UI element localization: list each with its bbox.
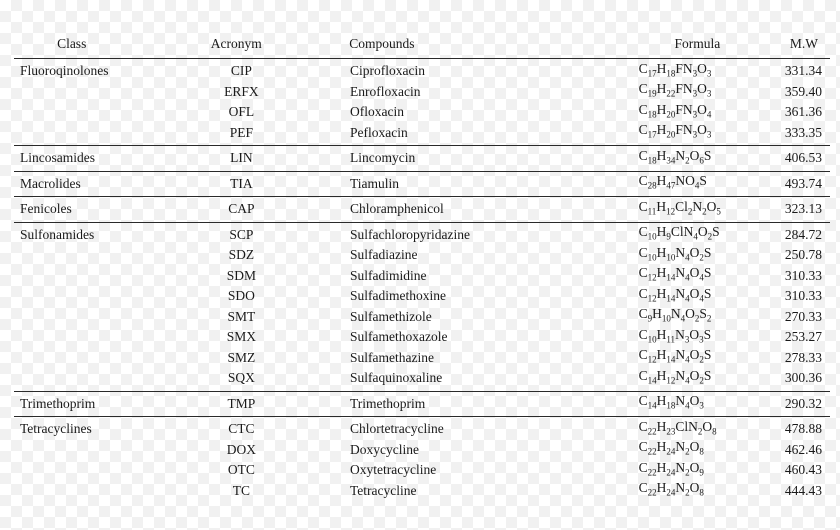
acronym-cell: SCP (229, 226, 254, 242)
mw-cell: 323.13 (784, 201, 822, 216)
mw-cell: 253.27 (784, 329, 822, 344)
compound-cell: Sulfamethazine (350, 349, 434, 365)
mw-cell: 333.35 (784, 124, 822, 140)
acronym-cell: CAP (228, 201, 255, 216)
formula-cell: $C_{12}H_{14}N_4O_4S$ (638, 265, 712, 283)
mw-cell: 270.33 (784, 308, 822, 324)
compound-cell: Enrofloxacin (350, 83, 421, 99)
mw-cell: 300.36 (784, 370, 822, 385)
formula-cell: $C_{19}H_{22}FN_3O_3$ (638, 81, 712, 99)
class-cell: Trimethoprim (20, 395, 96, 411)
formula-cell: $C_{10}H_9ClN_4O_2S$ (638, 224, 720, 242)
mw-cell: 478.88 (784, 421, 822, 436)
formula-cell: $C_{17}H_{18}FN_3O_3$ (638, 60, 712, 79)
mw-cell: 406.53 (784, 150, 822, 165)
table-row (14, 123, 830, 144)
class-cell: Macrolides (20, 175, 81, 191)
table-row (14, 174, 830, 195)
class-cell: Sulfonamides (20, 226, 95, 242)
formula-cell: $C_{18}H_{34}N_2O_6S$ (638, 147, 712, 166)
acronym-cell: SDM (226, 267, 256, 283)
header-compounds: Compounds (349, 36, 415, 51)
formula-cell: $C_{12}H_{14}N_4O_2S$ (638, 347, 712, 365)
formula-cell: $C_{14}H_{12}N_4O_2S$ (638, 367, 712, 386)
class-group (14, 59, 830, 145)
header-class: Class (57, 36, 87, 51)
table-body (14, 59, 830, 503)
acronym-cell: TIA (230, 175, 253, 191)
compound-cell: Ofloxacin (350, 104, 404, 119)
header-acronym: Acronym (210, 36, 262, 51)
formula-cell: $C_{10}H_{11}N_3O_3S$ (638, 326, 712, 345)
acronym-cell: PEF (229, 124, 253, 140)
compound-cell: Doxycycline (350, 441, 419, 457)
table-row (14, 394, 830, 415)
compound-cell: Oxytetracycline (350, 462, 437, 477)
acronym-cell: DOX (226, 441, 256, 457)
formula-cell: $C_{22}H_{24}N_2O_8$ (638, 439, 704, 457)
acronym-cell: OFL (228, 104, 255, 119)
formula-cell: $C_{18}H_{20}FN_3O_4$ (638, 101, 712, 120)
formula-cell: $C_{12}H_{14}N_4O_4S$ (638, 285, 712, 304)
formula-cell: $C_{10}H_{10}N_4O_2S$ (638, 244, 712, 263)
table-row (14, 199, 830, 220)
mw-cell: 444.43 (784, 482, 822, 498)
mw-cell: 250.78 (784, 247, 822, 262)
acronym-cell: SMT (227, 308, 256, 324)
mw-cell: 331.34 (784, 63, 822, 78)
mw-cell: 278.33 (784, 349, 822, 365)
compound-cell: Sulfamethoxazole (350, 329, 448, 344)
formula-cell: $C_9H_{10}N_4O_2S_2$ (638, 306, 712, 324)
compound-cell: Pefloxacin (350, 124, 408, 140)
compound-cell: Sulfaquinoxaline (350, 370, 443, 385)
class-group (14, 417, 830, 503)
table-row (14, 368, 830, 389)
mw-cell: 462.46 (784, 441, 822, 457)
class-cell: Fluoroqinolones (20, 63, 109, 78)
compound-cell: Chloramphenicol (350, 201, 444, 216)
mw-cell: 310.33 (784, 288, 822, 303)
formula-cell: $C_{11}H_{12}Cl_2N_2O_5$ (638, 198, 721, 217)
compound-cell: Lincomycin (350, 150, 416, 165)
formula-cell: $C_{17}H_{20}FN_3O_3$ (638, 122, 712, 140)
class-cell: Tetracyclines (20, 421, 92, 436)
formula-cell: $C_{22}H_{23}ClN_2O_8$ (638, 418, 717, 437)
acronym-cell: SDZ (228, 247, 255, 262)
mw-cell: 310.33 (784, 267, 822, 283)
mw-cell: 361.36 (784, 104, 822, 119)
compound-cell: Sulfadimidine (350, 267, 427, 283)
acronym-cell: CTC (228, 421, 255, 436)
compound-cell: Tetracycline (350, 482, 417, 498)
compound-cell: Chlortetracycline (350, 421, 444, 436)
mw-cell: 460.43 (784, 462, 822, 477)
acronym-cell: SDO (227, 288, 255, 303)
compound-cell: Sulfamethizole (350, 308, 432, 324)
compound-cell: Trimethoprim (350, 395, 426, 411)
mw-cell: 284.72 (784, 226, 822, 242)
acronym-cell: TC (232, 482, 250, 498)
acronym-cell: SMX (226, 329, 256, 344)
class-group (14, 223, 830, 391)
class-group (14, 172, 830, 197)
compound-cell: Tiamulin (350, 175, 400, 191)
class-group (14, 197, 830, 222)
formula-cell: $C_{28}H_{47}NO_4S$ (638, 173, 707, 191)
compound-cell: Ciprofloxacin (350, 63, 425, 78)
compound-cell: Sulfachloropyridazine (350, 226, 470, 242)
table-header (14, 30, 830, 58)
formula-cell: $C_{22}H_{24}N_2O_9$ (638, 459, 704, 478)
mw-cell: 493.74 (784, 175, 822, 191)
acronym-cell: SQX (227, 370, 255, 385)
header-formula: Formula (674, 36, 721, 51)
compound-table (14, 30, 830, 503)
table-row (14, 148, 830, 169)
class-cell: Lincosamides (20, 150, 95, 165)
table-row (14, 481, 830, 502)
acronym-cell: TMP (227, 395, 256, 411)
acronym-cell: SMZ (227, 349, 256, 365)
mw-cell: 359.40 (784, 83, 822, 99)
header-mw: M.W (789, 36, 818, 51)
acronym-cell: ERFX (224, 83, 259, 99)
acronym-cell: OTC (227, 462, 255, 477)
acronym-cell: CIP (230, 63, 252, 78)
compound-cell: Sulfadimethoxine (350, 288, 446, 303)
compound-cell: Sulfadiazine (350, 247, 418, 262)
formula-cell: $C_{14}H_{18}N_4O_3$ (638, 393, 704, 411)
formula-cell: $C_{22}H_{24}N_2O_8$ (638, 480, 704, 498)
mw-cell: 290.32 (784, 395, 822, 411)
class-group (14, 392, 830, 417)
class-cell: Fenicoles (20, 201, 72, 216)
acronym-cell: LIN (230, 150, 253, 165)
class-group (14, 146, 830, 171)
